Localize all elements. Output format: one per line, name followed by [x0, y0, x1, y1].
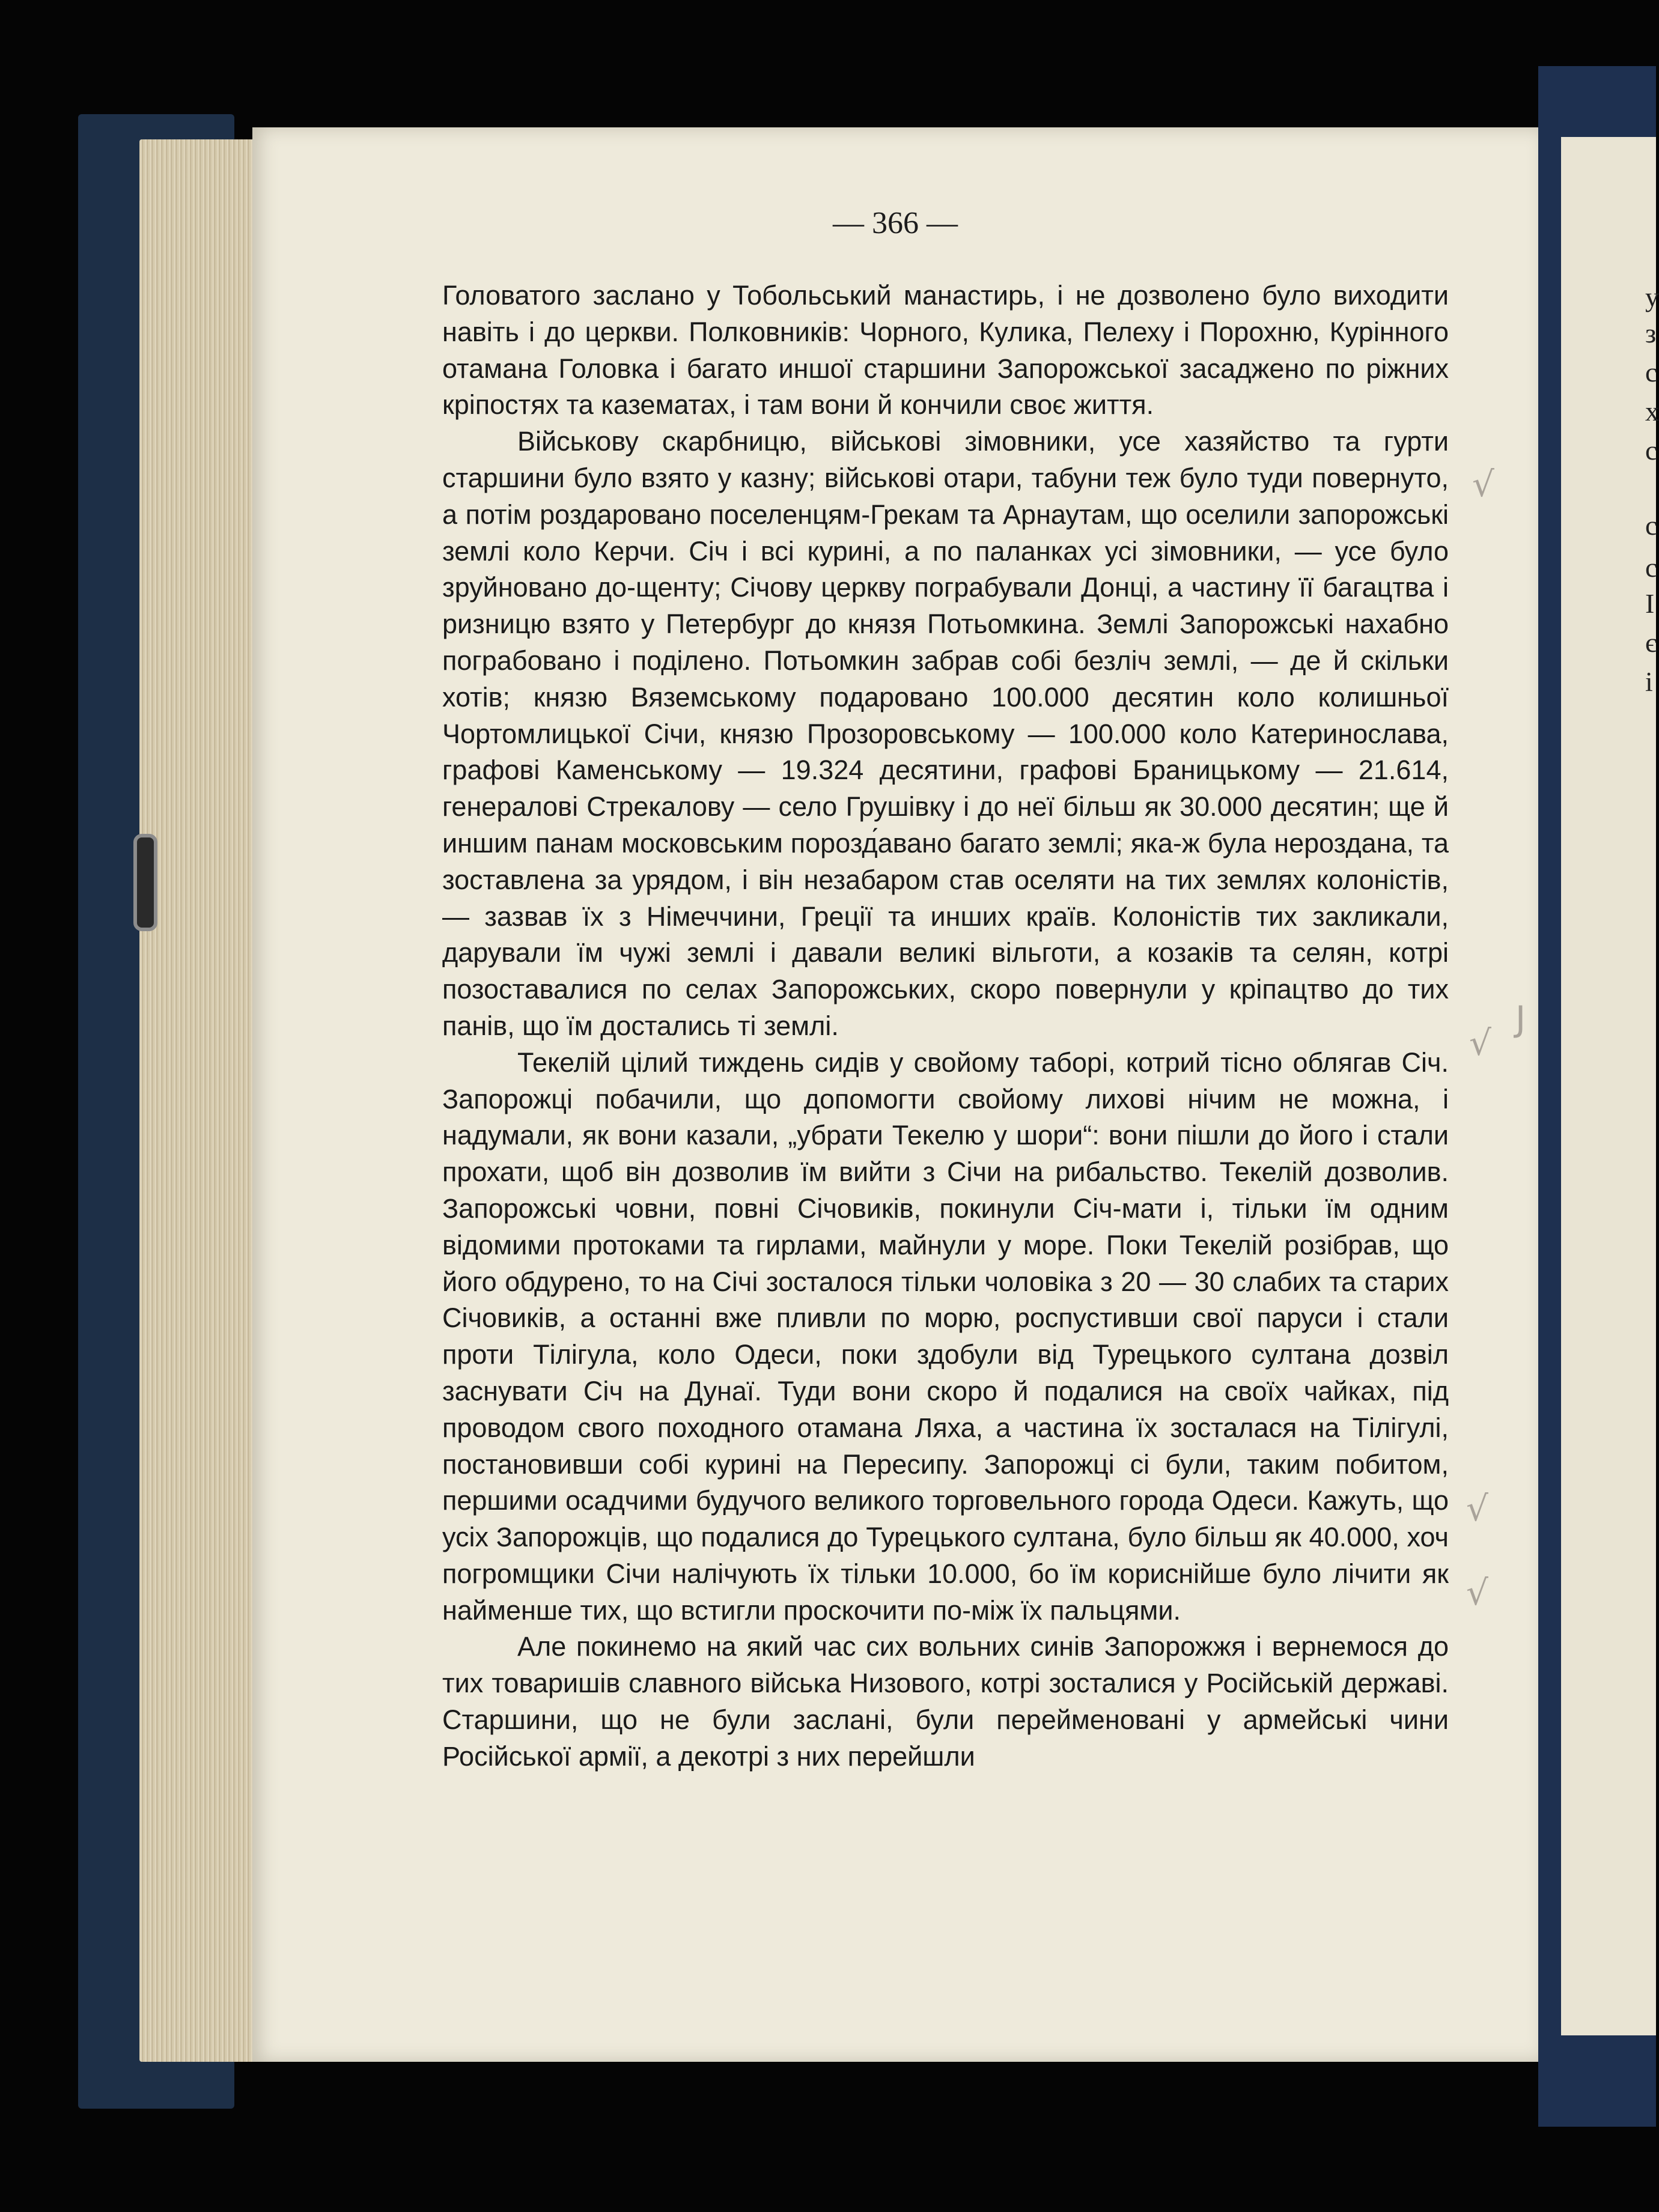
page-body — [442, 278, 1449, 1775]
next-page-letter: с — [1645, 552, 1658, 583]
paragraph: Військову скарбницю, військові зімовники, усе хазяйство та гурти старшини було взято у казну; військові отари, табуни теж було туди повернуто, а потім роздаровано поселенцям-Грекам та Арнаутам, що оселили запорожські землі коло Керчи. Січ і всі курині, а по паланках усі зімовники, — усе було зруйновано до-щенту; Січову церкву пограбували Донці, а частину її багацтва і ризницю взято у Петербург до князя Потьомкина. Землі Запорожські нахабно пограбовано і поділено. Потьомкин забрав собі безліч землі, — де й скільки хотів; князю Вяземському подаровано 100.000 десятин коло колишньої Чортомлицької Січи, князю Прозоровському — 100.000 коло Катеринослава, графові Каменському — 19.324 десятини, графові Браницькому — 21.614, генералові Стрекалову — село Грушівку і до неї більш як 30.000 десятин; ще й иншим панам московським порозд́авано багато землі; яка-ж була нероздана, та зоставлена за урядом, і він незабаром став оселяти на тих землях колоністів, — зазвав їх з Німеччини, Греції та инших країв. Колоністів тих закликали, дарували їм чужі землі і давали великі вільготи, а козаків та селян, котрі позоставалися по селах Запорожських, скоро повернули у кріпацтво до тих панів, що їм достались ті землі. — [442, 426, 1449, 1041]
next-page-letter: с — [1645, 510, 1658, 541]
page-number: — 366 — — [833, 206, 958, 240]
paragraph: Але покинемо на який час сих вольних синів Запорожжя і вернемося до тих товаришів славного війська Низового, котрі зосталися у Російській державі. Старшини, що не були заслані, були перейменовані у армейські чини Російської армії, а декотрі з них перейшли — [442, 1631, 1449, 1772]
next-page-letter: у — [1645, 282, 1659, 312]
next-page-letter: с — [1645, 357, 1658, 387]
margin-check-mark: √ — [1466, 1572, 1488, 1613]
margin-check-mark: √ — [1472, 464, 1494, 505]
next-page-letter: з — [1645, 318, 1657, 348]
next-page-letter: І — [1645, 588, 1655, 619]
book-page — [252, 127, 1538, 2062]
paragraph: Головатого заслано у Тобольський манастирь, і не дозволено було виходити навіть і до церкви. Полковників: Чорного, Кулика, Пелеху і Порохню, Курінного отамана Головка і багато иншої старшини Запорожської засаджено по ріжних кріпостях та казематах, і там вони й кончили своє життя. — [442, 280, 1449, 421]
next-page-letter: і — [1645, 666, 1653, 697]
margin-check-mark: √ — [1469, 1022, 1491, 1063]
margin-check-mark: √ — [1466, 1488, 1488, 1529]
ribbon-clasp — [133, 834, 157, 931]
paragraph: Текелій цілий тиждень сидів у свойому таборі, котрий тісно облягав Січ. Запорожці побачили, що допомогти свойому лихові нічим не можна, і надумали, як вони казали, „убрати Текелю у шори“: вони пішли до його і стали прохати, щоб він дозволив їм вийти з Січи на рибальство. Текелій дозволив. Запорожські човни, повні Січовиків, покинули Січ-мати і, тільки їм одним відомими протоками та гирлами, майнули у море. Поки Текелій розібрав, що його обдурено, то на Січі зосталося тільки чоловіка з 20 — 30 слабих та старих Січовиків, а останні вже пливли по морю, роспустивши свої паруси і стали проти Тілігула, коло Одеси, поки здобули від Турецького султана дозвіл заснувати Січ на Дунаї. Туди вони скоро й подалися на своїх чайках, під проводом свого походного отамана Ляха, а частина їх зосталася на Тілігулі, постановивши собі курині на Пересипу. Запорожці сі були, таким побитом, першими осадчими будучого великого торговельного города Одеси. Кажуть, що усіх Запорожців, що подалися до Турецького султана, було більш як 40.000, хоч погромщики Січи налічують їх тільки 10.000, бо їм кориснійше було лічити як найменше тих, що встигли проскочити по-між їх пальцями. — [442, 1047, 1449, 1626]
next-page-edge — [1561, 137, 1659, 2035]
next-page-letter: х — [1645, 396, 1659, 427]
next-page-letter: с — [1645, 435, 1658, 466]
margin-mark: J — [1515, 998, 1526, 1039]
next-page-letter: є — [1645, 627, 1657, 658]
